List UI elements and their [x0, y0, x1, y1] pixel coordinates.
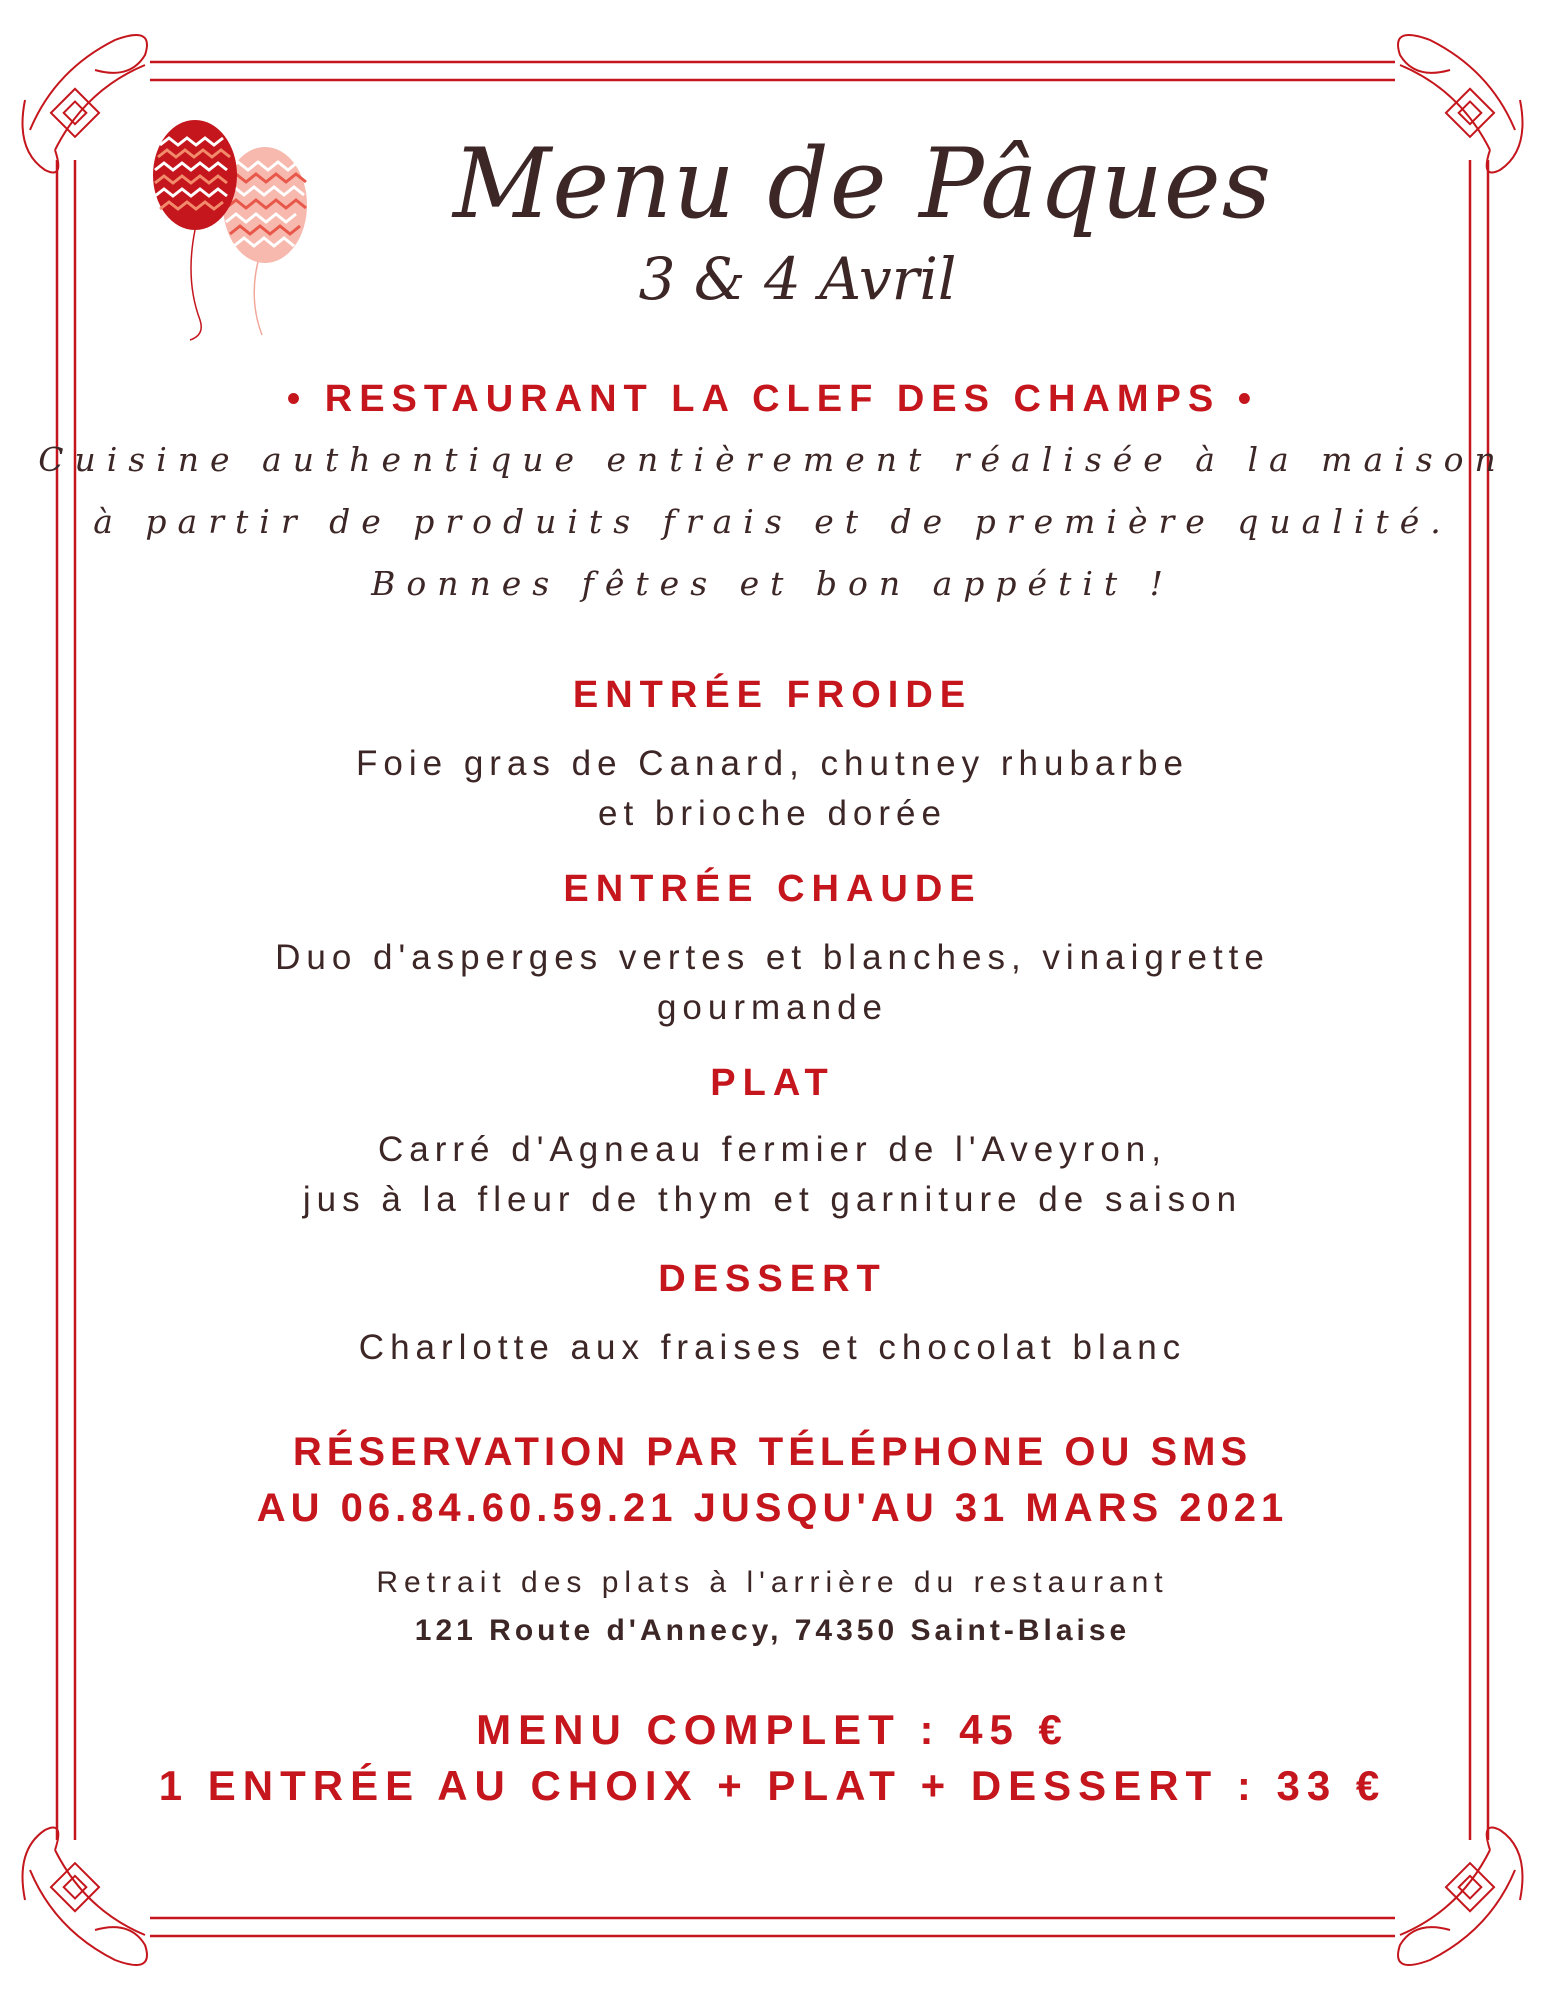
- tagline-line-3: Bonnes fêtes et bon appétit !: [371, 564, 1174, 603]
- course-dish-line: jus à la fleur de thym et garniture de saison: [302, 1180, 1243, 1219]
- course-dish-line: Charlotte aux fraises et chocolat blanc: [358, 1328, 1187, 1367]
- course-heading-main: PLAT: [710, 1062, 835, 1104]
- ornament-corner-icon: [23, 1828, 148, 1966]
- restaurant-address: 121 Route d'Annecy, 74350 Saint-Blaise: [414, 1614, 1131, 1647]
- tagline-line-1: Cuisine authentique entièrement réalisée à la maison: [38, 440, 1507, 479]
- course-heading-cold-starter: ENTRÉE FROIDE: [572, 674, 973, 716]
- course-dish-line: Duo d'asperges vertes et blanches, vinaigrette: [275, 938, 1270, 977]
- price-short-menu: 1 ENTRÉE AU CHOIX + PLAT + DESSERT : 33 €: [158, 1762, 1387, 1809]
- ornament-corner-icon: [1398, 1828, 1523, 1966]
- reservation-line-1: RÉSERVATION PAR TÉLÉPHONE OU SMS: [292, 1430, 1253, 1474]
- page-title: Menu de Pâques: [453, 128, 1272, 240]
- course-heading-dessert: DESSERT: [658, 1258, 887, 1300]
- pickup-note: Retrait des plats à l'arrière du restaurant: [376, 1566, 1169, 1599]
- tagline-line-2: à partir de produits frais et de première qualité.: [93, 502, 1452, 541]
- course-dish-line: Foie gras de Canard, chutney rhubarbe: [356, 744, 1189, 783]
- course-heading-hot-starter: ENTRÉE CHAUDE: [563, 868, 982, 910]
- price-full-menu: MENU COMPLET : 45 €: [476, 1706, 1069, 1753]
- restaurant-name: • RESTAURANT LA CLEF DES CHAMPS •: [286, 378, 1259, 420]
- event-dates: 3 & 4 Avril: [638, 245, 957, 313]
- reservation-line-2: AU 06.84.60.59.21 JUSQU'AU 31 MARS 2021: [256, 1486, 1289, 1530]
- course-dish-line: gourmande: [656, 988, 889, 1027]
- course-dish-line: Carré d'Agneau fermier de l'Aveyron,: [377, 1130, 1167, 1169]
- course-dish-line: et brioche dorée: [598, 794, 947, 833]
